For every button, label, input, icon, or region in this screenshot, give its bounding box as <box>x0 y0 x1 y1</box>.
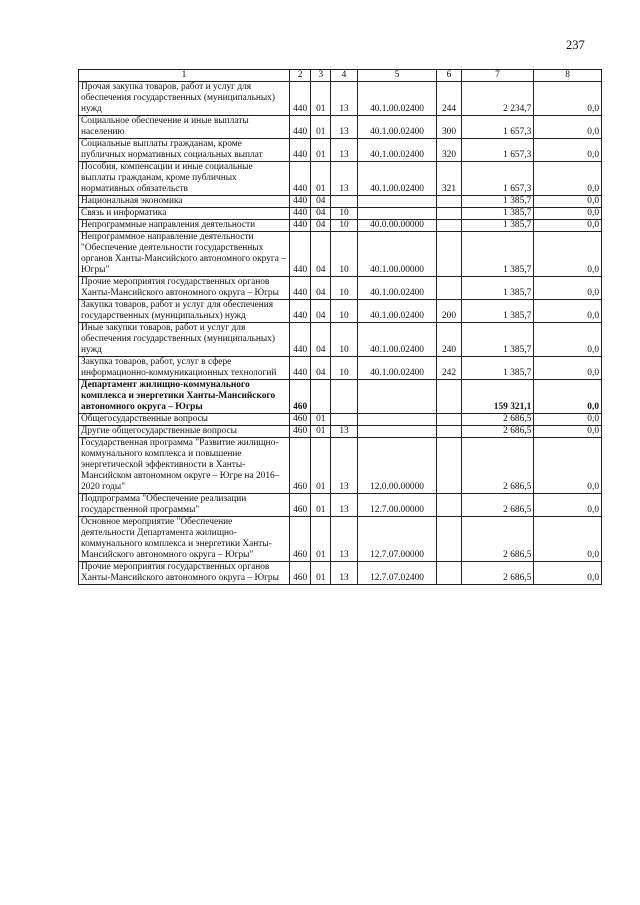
target-article-cell: 12.0.00.00000 <box>357 438 437 494</box>
table-row <box>79 323 602 357</box>
amount-cell: 1 385,7 <box>461 196 534 208</box>
amount-secondary-cell: 0,0 <box>534 323 602 357</box>
section-code-cell: 440 <box>290 116 311 139</box>
column-header: 1 <box>79 70 290 82</box>
expense-type-cell <box>437 277 461 300</box>
sub-code-cell: 10 <box>331 277 357 300</box>
column-header: 8 <box>534 70 602 82</box>
amount-cell: 2 686,5 <box>461 426 534 438</box>
expense-type-cell <box>437 517 461 562</box>
expense-type-cell: 300 <box>437 116 461 139</box>
table-row <box>79 494 602 517</box>
subsection-code-cell: 01 <box>311 116 331 139</box>
page-number: 237 <box>566 38 585 52</box>
sub-code-cell <box>331 380 357 414</box>
column-header: 2 <box>290 70 311 82</box>
section-code-cell: 440 <box>290 139 311 162</box>
amount-secondary-cell: 0,0 <box>534 116 602 139</box>
amount-cell: 1 385,7 <box>461 220 534 232</box>
amount-cell: 1 385,7 <box>461 300 534 323</box>
sub-code-cell: 13 <box>331 426 357 438</box>
expense-type-cell: 321 <box>437 162 461 196</box>
expense-type-cell: 200 <box>437 300 461 323</box>
target-article-cell: 40.1.00.02400 <box>357 277 437 300</box>
table-row <box>79 300 602 323</box>
row-name-cell: Другие общегосударственные вопросы <box>79 426 290 438</box>
table-body <box>79 82 602 585</box>
sub-code-cell: 13 <box>331 438 357 494</box>
sub-code-cell: 10 <box>331 232 357 277</box>
section-code-cell: 460 <box>290 380 311 414</box>
subsection-code-cell: 01 <box>311 162 331 196</box>
expense-type-cell <box>437 414 461 426</box>
row-name-cell: Социальное обеспечение и иные выплаты населению <box>79 116 290 139</box>
expense-type-cell <box>437 220 461 232</box>
subsection-code-cell: 01 <box>311 562 331 585</box>
subsection-code-cell: 01 <box>311 414 331 426</box>
expense-type-cell: 240 <box>437 323 461 357</box>
expense-type-cell <box>437 494 461 517</box>
target-article-cell: 40.1.00.02400 <box>357 162 437 196</box>
amount-cell: 2 686,5 <box>461 562 534 585</box>
amount-secondary-cell: 0,0 <box>534 438 602 494</box>
sub-code-cell: 10 <box>331 220 357 232</box>
expense-type-cell <box>437 208 461 220</box>
sub-code-cell: 10 <box>331 208 357 220</box>
target-article-cell: 40.1.00.02400 <box>357 300 437 323</box>
amount-secondary-cell: 0,0 <box>534 162 602 196</box>
target-article-cell: 12.7.00.00000 <box>357 494 437 517</box>
amount-secondary-cell: 0,0 <box>534 562 602 585</box>
section-code-cell: 440 <box>290 220 311 232</box>
column-header: 3 <box>311 70 331 82</box>
row-name-cell: Социальные выплаты гражданам, кроме публичных нормативных социальных выплат <box>79 139 290 162</box>
row-name-cell: Закупка товаров, работ и услуг для обеспечения государственных (муниципальных) нужд <box>79 300 290 323</box>
column-header: 5 <box>357 70 437 82</box>
amount-secondary-cell: 0,0 <box>534 494 602 517</box>
target-article-cell: 40.1.00.00000 <box>357 232 437 277</box>
row-name-cell: Общегосударственные вопросы <box>79 414 290 426</box>
subsection-code-cell: 01 <box>311 426 331 438</box>
subsection-code-cell: 04 <box>311 357 331 380</box>
section-code-cell: 460 <box>290 426 311 438</box>
amount-cell: 1 657,3 <box>461 139 534 162</box>
sub-code-cell: 10 <box>331 357 357 380</box>
target-article-cell: 40.1.00.02400 <box>357 82 437 116</box>
target-article-cell: 40.1.00.02400 <box>357 139 437 162</box>
table-row <box>79 517 602 562</box>
row-name-cell: Непрограммное направление деятельности "Обеспечение деятельности государственных органов Ханты-Мансийского автономного округа – Югры" <box>79 232 290 277</box>
section-code-cell: 460 <box>290 494 311 517</box>
amount-secondary-cell: 0,0 <box>534 517 602 562</box>
subsection-code-cell: 04 <box>311 323 331 357</box>
amount-secondary-cell: 0,0 <box>534 232 602 277</box>
target-article-cell: 40.1.00.02400 <box>357 323 437 357</box>
section-code-cell: 440 <box>290 232 311 277</box>
subsection-code-cell: 01 <box>311 82 331 116</box>
amount-cell: 2 686,5 <box>461 517 534 562</box>
sub-code-cell <box>331 414 357 426</box>
row-name-cell: Государственная программа "Развитие жилищно-коммунального комплекса и повышение энергетической эффективности в Ханты-Мансийском автономном округе – Югре на 2016–2020 годы" <box>79 438 290 494</box>
amount-cell: 2 686,5 <box>461 494 534 517</box>
subsection-code-cell: 01 <box>311 494 331 517</box>
table-row <box>79 414 602 426</box>
amount-cell: 1 385,7 <box>461 232 534 277</box>
subsection-code-cell <box>311 380 331 414</box>
row-name-cell: Пособия, компенсации и иные социальные выплаты гражданам, кроме публичных нормативных обязательств <box>79 162 290 196</box>
sub-code-cell: 13 <box>331 517 357 562</box>
subsection-code-cell: 04 <box>311 196 331 208</box>
table-row <box>79 162 602 196</box>
amount-cell: 1 385,7 <box>461 277 534 300</box>
table-row <box>79 438 602 494</box>
target-article-cell: 40.1.00.02400 <box>357 116 437 139</box>
amount-secondary-cell: 0,0 <box>534 82 602 116</box>
amount-secondary-cell: 0,0 <box>534 277 602 300</box>
table-row <box>79 277 602 300</box>
row-name-cell: Закупка товаров, работ, услуг в сфере информационно-коммуникационных технологий <box>79 357 290 380</box>
amount-cell: 2 686,5 <box>461 438 534 494</box>
amount-cell: 1 385,7 <box>461 208 534 220</box>
section-code-cell: 440 <box>290 196 311 208</box>
expense-type-cell: 320 <box>437 139 461 162</box>
section-code-cell: 460 <box>290 562 311 585</box>
table-row <box>79 232 602 277</box>
row-name-cell: Департамент жилищно-коммунального комплекса и энергетики Ханты-Мансийского автономного округа – Югры <box>79 380 290 414</box>
table-row <box>79 116 602 139</box>
subsection-code-cell: 01 <box>311 438 331 494</box>
column-header: 7 <box>461 70 534 82</box>
section-code-cell: 440 <box>290 357 311 380</box>
amount-cell: 2 234,7 <box>461 82 534 116</box>
table-row <box>79 82 602 116</box>
row-name-cell: Прочие мероприятия государственных органов Ханты-Мансийского автономного округа – Югры <box>79 562 290 585</box>
expense-type-cell <box>437 438 461 494</box>
section-code-cell: 440 <box>290 162 311 196</box>
target-article-cell <box>357 196 437 208</box>
amount-secondary-cell: 0,0 <box>534 414 602 426</box>
section-code-cell: 460 <box>290 517 311 562</box>
amount-secondary-cell: 0,0 <box>534 139 602 162</box>
subsection-code-cell: 04 <box>311 232 331 277</box>
subsection-code-cell: 01 <box>311 517 331 562</box>
amount-secondary-cell: 0,0 <box>534 357 602 380</box>
subsection-code-cell: 04 <box>311 208 331 220</box>
expense-type-cell <box>437 232 461 277</box>
subsection-code-cell: 04 <box>311 220 331 232</box>
sub-code-cell: 13 <box>331 82 357 116</box>
expense-type-cell: 244 <box>437 82 461 116</box>
target-article-cell <box>357 414 437 426</box>
row-name-cell: Прочие мероприятия государственных органов Ханты-Мансийского автономного округа – Югры <box>79 277 290 300</box>
amount-cell: 1 385,7 <box>461 357 534 380</box>
sub-code-cell: 10 <box>331 300 357 323</box>
subsection-code-cell: 01 <box>311 139 331 162</box>
table-row <box>79 357 602 380</box>
row-name-cell: Основное мероприятие "Обеспечение деятельности Департамента жилищно-коммунального комплекса и энергетики Ханты-Мансийского автономного округа – Югры" <box>79 517 290 562</box>
column-header: 6 <box>437 70 461 82</box>
section-code-cell: 440 <box>290 277 311 300</box>
budget-table <box>78 69 602 585</box>
amount-cell: 1 657,3 <box>461 162 534 196</box>
target-article-cell <box>357 426 437 438</box>
expense-type-cell: 242 <box>437 357 461 380</box>
sub-code-cell: 13 <box>331 494 357 517</box>
amount-cell: 1 657,3 <box>461 116 534 139</box>
table-row <box>79 220 602 232</box>
sub-code-cell: 13 <box>331 116 357 139</box>
amount-secondary-cell: 0,0 <box>534 380 602 414</box>
row-name-cell: Связь и информатика <box>79 208 290 220</box>
expense-type-cell <box>437 426 461 438</box>
table-row <box>79 196 602 208</box>
expense-type-cell <box>437 562 461 585</box>
amount-cell: 1 385,7 <box>461 323 534 357</box>
expense-type-cell <box>437 380 461 414</box>
sub-code-cell <box>331 196 357 208</box>
amount-secondary-cell: 0,0 <box>534 426 602 438</box>
target-article-cell: 12.7.07.00000 <box>357 517 437 562</box>
amount-secondary-cell: 0,0 <box>534 196 602 208</box>
table-row <box>79 380 602 414</box>
target-article-cell: 12.7.07.02400 <box>357 562 437 585</box>
row-name-cell: Непрограммные направления деятельности <box>79 220 290 232</box>
row-name-cell: Национальная экономика <box>79 196 290 208</box>
amount-cell: 2 686,5 <box>461 414 534 426</box>
table-header-row <box>79 70 602 82</box>
subsection-code-cell: 04 <box>311 277 331 300</box>
table-row <box>79 208 602 220</box>
row-name-cell: Прочая закупка товаров, работ и услуг для обеспечения государственных (муниципальных) нужд <box>79 82 290 116</box>
section-code-cell: 440 <box>290 82 311 116</box>
target-article-cell <box>357 380 437 414</box>
sub-code-cell: 13 <box>331 162 357 196</box>
amount-cell: 159 321,1 <box>461 380 534 414</box>
sub-code-cell: 10 <box>331 323 357 357</box>
table-row <box>79 139 602 162</box>
table-row <box>79 426 602 438</box>
section-code-cell: 440 <box>290 208 311 220</box>
target-article-cell: 40.0.00.00000 <box>357 220 437 232</box>
sub-code-cell: 13 <box>331 562 357 585</box>
target-article-cell <box>357 208 437 220</box>
row-name-cell: Подпрограмма "Обеспечение реализации государственной программы" <box>79 494 290 517</box>
section-code-cell: 440 <box>290 300 311 323</box>
column-header: 4 <box>331 70 357 82</box>
section-code-cell: 460 <box>290 414 311 426</box>
sub-code-cell: 13 <box>331 139 357 162</box>
amount-secondary-cell: 0,0 <box>534 300 602 323</box>
expense-type-cell <box>437 196 461 208</box>
section-code-cell: 460 <box>290 438 311 494</box>
section-code-cell: 440 <box>290 323 311 357</box>
row-name-cell: Иные закупки товаров, работ и услуг для обеспечения государственных (муниципальных) нужд <box>79 323 290 357</box>
amount-secondary-cell: 0,0 <box>534 208 602 220</box>
target-article-cell: 40.1.00.02400 <box>357 357 437 380</box>
amount-secondary-cell: 0,0 <box>534 220 602 232</box>
table-row <box>79 562 602 585</box>
subsection-code-cell: 04 <box>311 300 331 323</box>
